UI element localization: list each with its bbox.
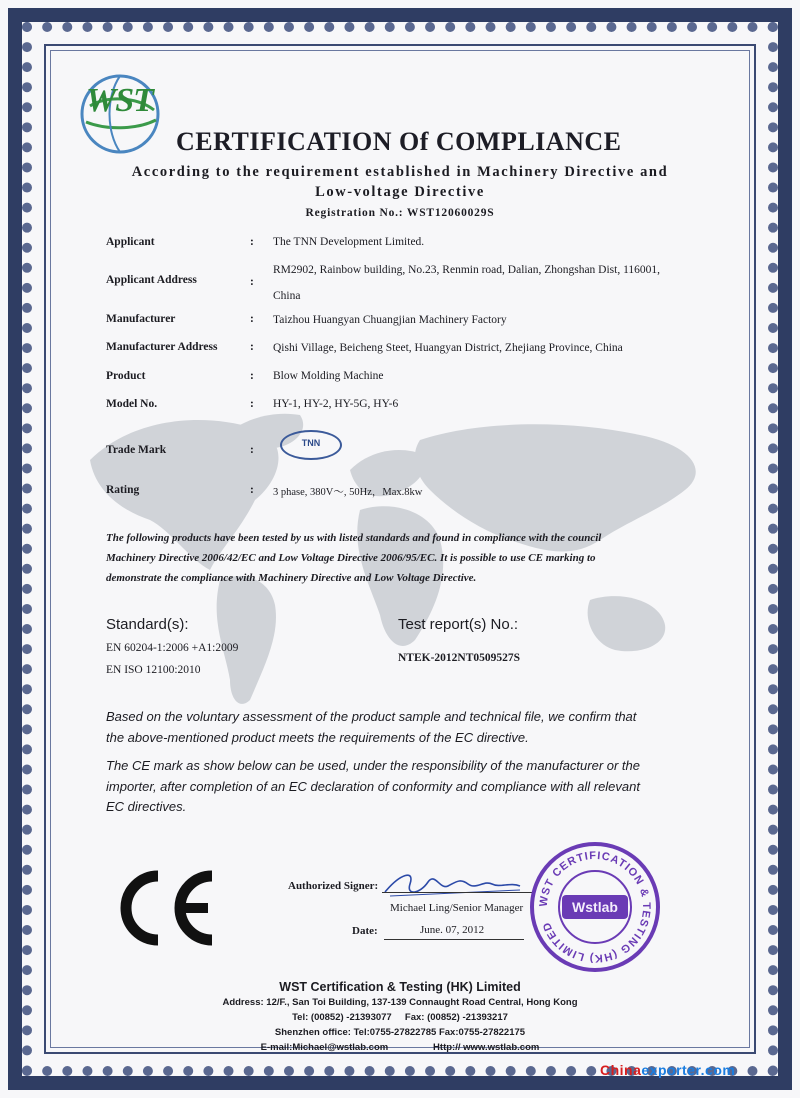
rating-value: 3 phase, 380V～, 50Hz，Max.8kw: [273, 487, 423, 498]
manufacturer-address-label: Manufacturer Address: [106, 341, 218, 353]
ce-line-1: The CE mark as show below can be used, under the responsibility of the manufacturer or the: [106, 758, 641, 773]
trade-mark-logo: [280, 430, 342, 460]
applicant-address-value-line-2: China: [273, 290, 301, 302]
company-seal-stamp: [528, 840, 662, 974]
applicant-value: The TNN Development Limited.: [273, 236, 425, 248]
assessment-paragraph: [106, 707, 686, 748]
colon: :: [250, 398, 254, 410]
test-report-heading: Test report(s) No.:: [398, 616, 519, 633]
product-value: Blow Molding Machine: [273, 370, 384, 382]
svg-text:WST CERTIFICATION & TESTING (H: WST CERTIFICATION & TESTING (HK) LIMITED: [537, 849, 653, 965]
svg-text:Wstlab: Wstlab: [572, 899, 618, 915]
ce-line-2: importer, after completion of an EC declaration of conformity and compliance with all relevant: [106, 778, 640, 794]
model-no-value: HY-1, HY-2, HY-5G, HY-6: [273, 398, 399, 410]
watermark-part-1: China: [600, 1062, 642, 1078]
signer-name: Michael Ling/Senior Manager: [390, 902, 524, 914]
footer-company: WST Certification & Testing (HK) Limited: [279, 980, 521, 994]
footer-tel: Tel: (00852) -21393077 Fax: (00852) -21393217: [292, 1012, 508, 1023]
colon: :: [250, 276, 254, 288]
model-no-label: Model No.: [106, 398, 158, 410]
ce-line-3: EC directives.: [106, 799, 187, 814]
authorized-signer-label: Authorized Signer:: [288, 880, 379, 892]
compliance-statement: [106, 528, 674, 588]
colon: :: [250, 484, 254, 496]
product-label: Product: [106, 370, 146, 382]
standard-item: EN 60204-1:2006 +A1:2009: [106, 642, 239, 654]
trade-mark-value: TNN: [301, 438, 321, 448]
applicant-address-label: Applicant Address: [106, 274, 197, 286]
certificate-title: CERTIFICATION Of COMPLIANCE: [176, 127, 622, 156]
statement-line-2: Machinery Directive 2006/42/EC and Low Voltage Directive 2006/95/EC. It is possible to use CE marking to: [106, 552, 596, 564]
standards-heading: Standard(s):: [106, 616, 189, 633]
subtitle-line-1: According to the requirement established in Machinery Directive and: [131, 164, 669, 180]
statement-line-3: demonstrate the compliance with Machinery Directive and Low Voltage Directive.: [106, 572, 477, 584]
logo-text: WST: [86, 82, 153, 119]
ce-mark-icon: [112, 868, 220, 948]
source-watermark: [600, 1062, 735, 1078]
watermark-part-2: exporter.com: [641, 1062, 736, 1078]
colon: :: [250, 341, 254, 353]
applicant-address-value: RM2902, Rainbow building, No.23, Renmin road, Dalian, Zhongshan Dist, 116001,: [273, 264, 661, 276]
manufacturer-address-value: Qishi Village, Beicheng Steet, Huangyan District, Zhejiang Province, China: [273, 342, 623, 354]
date-label: Date:: [352, 925, 378, 937]
subtitle-line-2: Low-voltage Directive: [315, 184, 485, 200]
manufacturer-value: Taizhou Huangyan Chuangjian Machinery Factory: [273, 314, 507, 326]
registration-number: Registration No.: WST12060029S: [305, 207, 495, 219]
colon: :: [250, 444, 254, 456]
applicant-label: Applicant: [106, 236, 155, 248]
standard-item: EN ISO 12100:2010: [106, 664, 201, 676]
colon: :: [250, 370, 254, 382]
manufacturer-label: Manufacturer: [106, 313, 176, 325]
signature-image: [380, 864, 530, 904]
ce-mark-paragraph: [106, 756, 686, 818]
footer-contact: E-mail:Michael@wstlab.com Http:// www.wstlab.com: [260, 1042, 540, 1053]
assessment-line-1: Based on the voluntary assessment of the product sample and technical file, we confirm that: [106, 709, 637, 724]
assessment-line-2: the above-mentioned product meets the requirements of the EC directive.: [106, 729, 529, 745]
colon: :: [250, 236, 254, 248]
signature-line: [382, 892, 532, 893]
colon: :: [250, 313, 254, 325]
statement-line-1: The following products have been tested by us with listed standards and found in compliance with the council: [106, 532, 602, 544]
trade-mark-label: Trade Mark: [106, 444, 167, 456]
footer-shenzhen: Shenzhen office: Tel:0755-27822785 Fax:0755-27822175: [274, 1027, 526, 1038]
footer-address: Address: 12/F., San Toi Building, 137-139 Connaught Road Central, Hong Kong: [222, 997, 578, 1008]
date-line: [384, 939, 524, 940]
rating-label: Rating: [106, 484, 140, 496]
test-report-number: NTEK-2012NT0509527S: [398, 652, 521, 664]
date-value: June. 07, 2012: [420, 924, 485, 936]
